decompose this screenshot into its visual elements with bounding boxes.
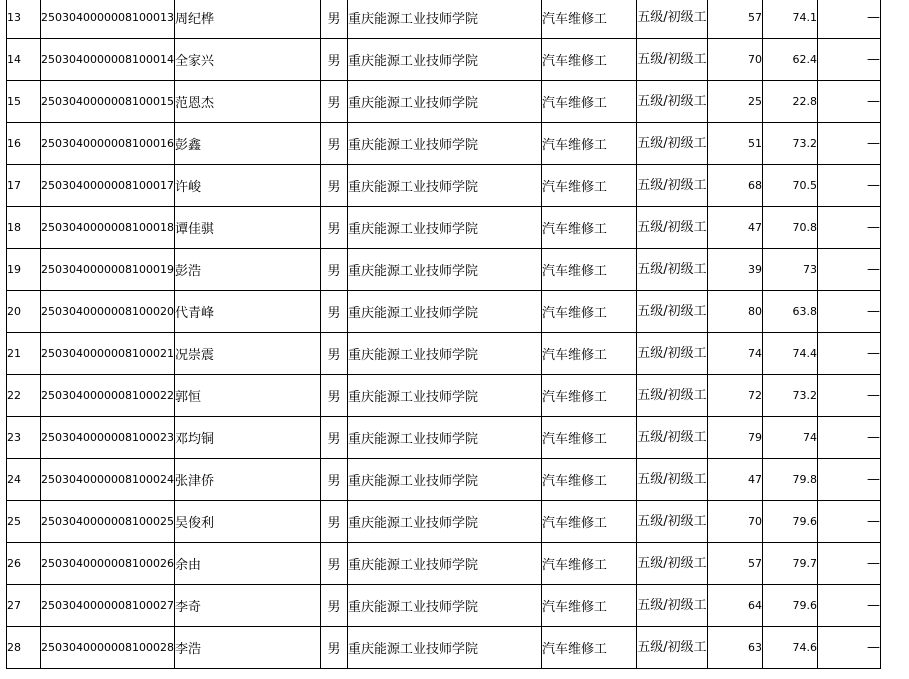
gender-cell: 男 xyxy=(320,501,347,543)
candidate-id-cell: 2503040000008100028 xyxy=(41,627,175,669)
school-cell: 重庆能源工业技师学院 xyxy=(347,165,541,207)
table-row xyxy=(7,81,881,123)
candidate-id-cell: 2503040000008100018 xyxy=(41,207,175,249)
candidate-id-cell: 2503040000008100022 xyxy=(41,375,175,417)
candidate-name-cell: 全家兴 xyxy=(174,39,320,81)
table-row xyxy=(7,0,881,39)
school-cell: 重庆能源工业技师学院 xyxy=(347,543,541,585)
table-row xyxy=(7,501,881,543)
skill-level-cell: 五级/初级工 xyxy=(636,165,707,207)
gender-cell: 男 xyxy=(320,123,347,165)
table-row xyxy=(7,39,881,81)
gender-cell: 男 xyxy=(320,627,347,669)
practical-score-cell: 73.2 xyxy=(762,123,817,165)
theory-score-cell: 47 xyxy=(707,207,762,249)
table-row xyxy=(7,585,881,627)
school-cell: 重庆能源工业技师学院 xyxy=(347,501,541,543)
candidate-id-cell: 2503040000008100026 xyxy=(41,543,175,585)
candidate-id-cell: 2503040000008100023 xyxy=(41,417,175,459)
theory-score-cell: 64 xyxy=(707,585,762,627)
serial-number-cell: 24 xyxy=(7,459,41,501)
school-cell: 重庆能源工业技师学院 xyxy=(347,375,541,417)
remark-cell: — xyxy=(817,543,880,585)
results-table-body xyxy=(7,0,881,669)
school-cell: 重庆能源工业技师学院 xyxy=(347,291,541,333)
candidate-id-cell: 2503040000008100013 xyxy=(41,0,175,39)
practical-score-cell: 79.8 xyxy=(762,459,817,501)
candidate-name-cell: 代青峰 xyxy=(174,291,320,333)
candidate-id-cell: 2503040000008100016 xyxy=(41,123,175,165)
gender-cell: 男 xyxy=(320,459,347,501)
candidate-id-cell: 2503040000008100014 xyxy=(41,39,175,81)
candidate-name-cell: 吴俊利 xyxy=(174,501,320,543)
candidate-name-cell: 李浩 xyxy=(174,627,320,669)
remark-cell: — xyxy=(817,81,880,123)
remark-cell: — xyxy=(817,417,880,459)
remark-cell: — xyxy=(817,207,880,249)
skill-level-cell: 五级/初级工 xyxy=(636,207,707,249)
practical-score-cell: 74 xyxy=(762,417,817,459)
gender-cell: 男 xyxy=(320,207,347,249)
practical-score-cell: 70.5 xyxy=(762,165,817,207)
skill-level-cell: 五级/初级工 xyxy=(636,249,707,291)
candidate-name-cell: 许峻 xyxy=(174,165,320,207)
theory-score-cell: 57 xyxy=(707,543,762,585)
table-row xyxy=(7,417,881,459)
candidate-id-cell: 2503040000008100017 xyxy=(41,165,175,207)
skill-level-cell: 五级/初级工 xyxy=(636,375,707,417)
table-row xyxy=(7,375,881,417)
occupation-cell: 汽车维修工 xyxy=(541,501,636,543)
candidate-name-cell: 余由 xyxy=(174,543,320,585)
school-cell: 重庆能源工业技师学院 xyxy=(347,585,541,627)
school-cell: 重庆能源工业技师学院 xyxy=(347,81,541,123)
candidate-id-cell: 2503040000008100024 xyxy=(41,459,175,501)
practical-score-cell: 70.8 xyxy=(762,207,817,249)
remark-cell: — xyxy=(817,501,880,543)
school-cell: 重庆能源工业技师学院 xyxy=(347,459,541,501)
table-row xyxy=(7,333,881,375)
serial-number-cell: 26 xyxy=(7,543,41,585)
candidate-id-cell: 2503040000008100020 xyxy=(41,291,175,333)
school-cell: 重庆能源工业技师学院 xyxy=(347,417,541,459)
occupation-cell: 汽车维修工 xyxy=(541,165,636,207)
occupation-cell: 汽车维修工 xyxy=(541,375,636,417)
theory-score-cell: 80 xyxy=(707,291,762,333)
serial-number-cell: 16 xyxy=(7,123,41,165)
gender-cell: 男 xyxy=(320,543,347,585)
remark-cell: — xyxy=(817,585,880,627)
candidate-name-cell: 范恩杰 xyxy=(174,81,320,123)
remark-cell: — xyxy=(817,249,880,291)
occupation-cell: 汽车维修工 xyxy=(541,39,636,81)
skill-level-cell: 五级/初级工 xyxy=(636,39,707,81)
serial-number-cell: 14 xyxy=(7,39,41,81)
school-cell: 重庆能源工业技师学院 xyxy=(347,207,541,249)
theory-score-cell: 39 xyxy=(707,249,762,291)
occupation-cell: 汽车维修工 xyxy=(541,459,636,501)
serial-number-cell: 27 xyxy=(7,585,41,627)
serial-number-cell: 25 xyxy=(7,501,41,543)
practical-score-cell: 79.7 xyxy=(762,543,817,585)
gender-cell: 男 xyxy=(320,249,347,291)
theory-score-cell: 74 xyxy=(707,333,762,375)
gender-cell: 男 xyxy=(320,585,347,627)
occupation-cell: 汽车维修工 xyxy=(541,291,636,333)
theory-score-cell: 25 xyxy=(707,81,762,123)
occupation-cell: 汽车维修工 xyxy=(541,543,636,585)
table-row xyxy=(7,249,881,291)
serial-number-cell: 22 xyxy=(7,375,41,417)
practical-score-cell: 63.8 xyxy=(762,291,817,333)
skill-level-cell: 五级/初级工 xyxy=(636,417,707,459)
remark-cell: — xyxy=(817,375,880,417)
practical-score-cell: 73 xyxy=(762,249,817,291)
occupation-cell: 汽车维修工 xyxy=(541,81,636,123)
skill-level-cell: 五级/初级工 xyxy=(636,333,707,375)
table-row xyxy=(7,123,881,165)
remark-cell: — xyxy=(817,291,880,333)
remark-cell: — xyxy=(817,165,880,207)
serial-number-cell: 19 xyxy=(7,249,41,291)
candidate-name-cell: 郭恒 xyxy=(174,375,320,417)
practical-score-cell: 79.6 xyxy=(762,585,817,627)
theory-score-cell: 70 xyxy=(707,39,762,81)
skill-level-cell: 五级/初级工 xyxy=(636,81,707,123)
skill-level-cell: 五级/初级工 xyxy=(636,627,707,669)
practical-score-cell: 22.8 xyxy=(762,81,817,123)
remark-cell: — xyxy=(817,459,880,501)
gender-cell: 男 xyxy=(320,291,347,333)
practical-score-cell: 73.2 xyxy=(762,375,817,417)
serial-number-cell: 21 xyxy=(7,333,41,375)
theory-score-cell: 68 xyxy=(707,165,762,207)
school-cell: 重庆能源工业技师学院 xyxy=(347,249,541,291)
table-row xyxy=(7,207,881,249)
candidate-name-cell: 彭鑫 xyxy=(174,123,320,165)
candidate-id-cell: 2503040000008100015 xyxy=(41,81,175,123)
remark-cell: — xyxy=(817,123,880,165)
theory-score-cell: 79 xyxy=(707,417,762,459)
candidate-id-cell: 2503040000008100019 xyxy=(41,249,175,291)
table-row xyxy=(7,165,881,207)
results-table xyxy=(6,0,881,669)
skill-level-cell: 五级/初级工 xyxy=(636,585,707,627)
practical-score-cell: 74.4 xyxy=(762,333,817,375)
serial-number-cell: 18 xyxy=(7,207,41,249)
occupation-cell: 汽车维修工 xyxy=(541,0,636,39)
theory-score-cell: 70 xyxy=(707,501,762,543)
table-row xyxy=(7,627,881,669)
school-cell: 重庆能源工业技师学院 xyxy=(347,0,541,39)
theory-score-cell: 51 xyxy=(707,123,762,165)
gender-cell: 男 xyxy=(320,333,347,375)
practical-score-cell: 62.4 xyxy=(762,39,817,81)
serial-number-cell: 20 xyxy=(7,291,41,333)
practical-score-cell: 74.6 xyxy=(762,627,817,669)
remark-cell: — xyxy=(817,627,880,669)
practical-score-cell: 79.6 xyxy=(762,501,817,543)
school-cell: 重庆能源工业技师学院 xyxy=(347,39,541,81)
serial-number-cell: 15 xyxy=(7,81,41,123)
candidate-name-cell: 谭佳骐 xyxy=(174,207,320,249)
skill-level-cell: 五级/初级工 xyxy=(636,123,707,165)
gender-cell: 男 xyxy=(320,39,347,81)
occupation-cell: 汽车维修工 xyxy=(541,123,636,165)
serial-number-cell: 23 xyxy=(7,417,41,459)
gender-cell: 男 xyxy=(320,165,347,207)
occupation-cell: 汽车维修工 xyxy=(541,627,636,669)
gender-cell: 男 xyxy=(320,81,347,123)
school-cell: 重庆能源工业技师学院 xyxy=(347,627,541,669)
gender-cell: 男 xyxy=(320,0,347,39)
table-row xyxy=(7,543,881,585)
occupation-cell: 汽车维修工 xyxy=(541,585,636,627)
school-cell: 重庆能源工业技师学院 xyxy=(347,333,541,375)
occupation-cell: 汽车维修工 xyxy=(541,207,636,249)
candidate-name-cell: 况崇震 xyxy=(174,333,320,375)
candidate-id-cell: 2503040000008100021 xyxy=(41,333,175,375)
skill-level-cell: 五级/初级工 xyxy=(636,459,707,501)
theory-score-cell: 47 xyxy=(707,459,762,501)
skill-level-cell: 五级/初级工 xyxy=(636,543,707,585)
theory-score-cell: 57 xyxy=(707,0,762,39)
occupation-cell: 汽车维修工 xyxy=(541,417,636,459)
candidate-id-cell: 2503040000008100027 xyxy=(41,585,175,627)
table-row xyxy=(7,459,881,501)
skill-level-cell: 五级/初级工 xyxy=(636,0,707,39)
theory-score-cell: 63 xyxy=(707,627,762,669)
occupation-cell: 汽车维修工 xyxy=(541,333,636,375)
occupation-cell: 汽车维修工 xyxy=(541,249,636,291)
skill-level-cell: 五级/初级工 xyxy=(636,291,707,333)
candidate-name-cell: 彭浩 xyxy=(174,249,320,291)
candidate-name-cell: 周纪桦 xyxy=(174,0,320,39)
gender-cell: 男 xyxy=(320,417,347,459)
serial-number-cell: 13 xyxy=(7,0,41,39)
serial-number-cell: 17 xyxy=(7,165,41,207)
practical-score-cell: 74.1 xyxy=(762,0,817,39)
candidate-name-cell: 李奇 xyxy=(174,585,320,627)
candidate-name-cell: 张津侨 xyxy=(174,459,320,501)
table-row xyxy=(7,291,881,333)
remark-cell: — xyxy=(817,0,880,39)
gender-cell: 男 xyxy=(320,375,347,417)
serial-number-cell: 28 xyxy=(7,627,41,669)
remark-cell: — xyxy=(817,333,880,375)
theory-score-cell: 72 xyxy=(707,375,762,417)
skill-level-cell: 五级/初级工 xyxy=(636,501,707,543)
candidate-id-cell: 2503040000008100025 xyxy=(41,501,175,543)
candidate-name-cell: 邓均铜 xyxy=(174,417,320,459)
remark-cell: — xyxy=(817,39,880,81)
school-cell: 重庆能源工业技师学院 xyxy=(347,123,541,165)
